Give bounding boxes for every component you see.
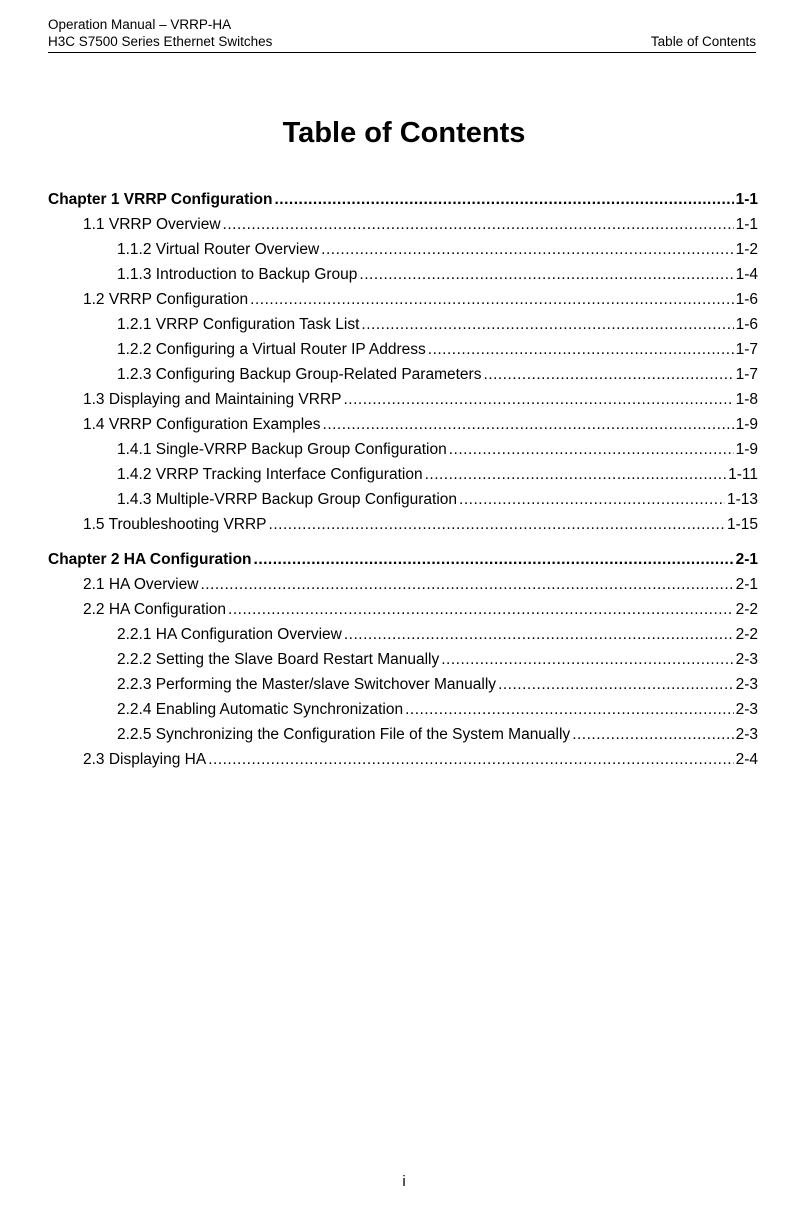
- toc-entry-title: Chapter 2 HA Configuration: [48, 551, 252, 568]
- page-header: [48, 16, 756, 53]
- toc-dot-leader: [483, 362, 733, 387]
- toc-subsection-entry[interactable]: [48, 262, 758, 287]
- toc-dot-leader: [361, 312, 733, 337]
- toc-dot-leader: [344, 622, 734, 647]
- toc-entry-title: 1.3 Displaying and Maintaining VRRP: [83, 391, 342, 408]
- toc-entry-title: 2.2.1 HA Configuration Overview: [117, 626, 342, 643]
- toc-entry-page: 1-7: [735, 341, 758, 358]
- toc-entry-title: 2.2.2 Setting the Slave Board Restart Manually: [117, 651, 440, 668]
- toc-section-entry[interactable]: [48, 747, 758, 772]
- header-section-name: Table of Contents: [650, 34, 756, 49]
- toc-entry-title: Chapter 1 VRRP Configuration: [48, 191, 273, 208]
- toc-entry-page: 2-1: [735, 551, 758, 568]
- toc-dot-leader: [449, 437, 734, 462]
- toc-entry-title: 2.2.3 Performing the Master/slave Switchover Manually: [117, 676, 497, 693]
- header-left: [48, 16, 272, 50]
- toc-entry-title: 1.4.3 Multiple-VRRP Backup Group Configuration: [117, 491, 458, 508]
- toc-entry-page: 2-3: [735, 701, 758, 718]
- toc-dot-leader: [269, 512, 725, 537]
- toc-section-entry[interactable]: [48, 572, 758, 597]
- toc-subsection-entry[interactable]: [48, 722, 758, 747]
- toc-dot-leader: [405, 697, 734, 722]
- toc-entry-title: 1.4.2 VRRP Tracking Interface Configuration: [117, 466, 423, 483]
- toc-entry-title: 1.4 VRRP Configuration Examples: [83, 416, 321, 433]
- toc-entry-page: 2-2: [735, 626, 758, 643]
- toc-subsection-entry[interactable]: [48, 487, 758, 512]
- toc-entry-title: 1.1 VRRP Overview: [83, 216, 221, 233]
- header-product-name: H3C S7500 Series Ethernet Switches: [48, 34, 273, 49]
- toc-section-entry[interactable]: [48, 597, 758, 622]
- toc-chapter-entry[interactable]: [48, 187, 758, 212]
- toc-entry-page: 1-2: [735, 241, 758, 258]
- table-of-contents: [48, 187, 758, 772]
- toc-section-entry[interactable]: [48, 212, 758, 237]
- toc-entry-title: 1.1.2 Virtual Router Overview: [117, 241, 320, 258]
- toc-section-entry[interactable]: [48, 412, 758, 437]
- toc-entry-page: 2-4: [735, 751, 758, 768]
- toc-subsection-entry[interactable]: [48, 312, 758, 337]
- toc-dot-leader: [425, 462, 727, 487]
- toc-entry-page: 1-6: [735, 316, 758, 333]
- toc-entry-title: 1.5 Troubleshooting VRRP: [83, 516, 267, 533]
- toc-subsection-entry[interactable]: [48, 237, 758, 262]
- toc-dot-leader: [254, 547, 734, 572]
- toc-entry-page: 2-2: [735, 601, 758, 618]
- toc-subsection-entry[interactable]: [48, 647, 758, 672]
- toc-subsection-entry[interactable]: [48, 437, 758, 462]
- toc-entry-page: 1-6: [735, 291, 758, 308]
- toc-entry-page: 1-9: [735, 441, 758, 458]
- toc-entry-page: 1-1: [735, 191, 758, 208]
- toc-entry-title: 2.2 HA Configuration: [83, 601, 227, 618]
- toc-dot-leader: [441, 647, 733, 672]
- header-manual-title: Operation Manual – VRRP-HA: [48, 17, 232, 32]
- toc-subsection-entry[interactable]: [48, 462, 758, 487]
- toc-entry-title: 1.2 VRRP Configuration: [83, 291, 249, 308]
- toc-entry-page: 1-1: [735, 216, 758, 233]
- toc-entry-title: 2.1 HA Overview: [83, 576, 199, 593]
- toc-dot-leader: [200, 572, 733, 597]
- toc-entry-title: 1.2.1 VRRP Configuration Task List: [117, 316, 360, 333]
- toc-entry-title: 1.2.2 Configuring a Virtual Router IP Address: [117, 341, 426, 358]
- page-title: Table of Contents: [282, 117, 526, 149]
- toc-dot-leader: [223, 212, 734, 237]
- toc-dot-leader: [250, 287, 733, 312]
- toc-subsection-entry[interactable]: [48, 362, 758, 387]
- toc-entry-title: 1.2.3 Configuring Backup Group-Related Parameters: [117, 366, 482, 383]
- toc-entry-title: 2.3 Displaying HA: [83, 751, 207, 768]
- toc-dot-leader: [323, 412, 734, 437]
- toc-entry-page: 2-3: [735, 651, 758, 668]
- toc-entry-page: 1-7: [735, 366, 758, 383]
- page-number: i: [402, 1173, 406, 1190]
- toc-entry-page: 1-11: [728, 466, 758, 483]
- toc-dot-leader: [208, 747, 733, 772]
- toc-subsection-entry[interactable]: [48, 337, 758, 362]
- toc-entry-page: 1-13: [726, 491, 758, 508]
- chapter-gap: [48, 537, 758, 547]
- toc-dot-leader: [572, 722, 733, 747]
- toc-entry-page: 2-3: [735, 676, 758, 693]
- toc-dot-leader: [343, 387, 733, 412]
- toc-dot-leader: [274, 187, 733, 212]
- toc-section-entry[interactable]: [48, 387, 758, 412]
- toc-dot-leader: [228, 597, 734, 622]
- toc-section-entry[interactable]: [48, 512, 758, 537]
- toc-dot-leader: [321, 237, 733, 262]
- toc-subsection-entry[interactable]: [48, 697, 758, 722]
- toc-entry-title: 2.2.5 Synchronizing the Configuration File of the System Manually: [117, 726, 571, 743]
- toc-dot-leader: [428, 337, 734, 362]
- toc-dot-leader: [498, 672, 734, 697]
- toc-entry-title: 1.1.3 Introduction to Backup Group: [117, 266, 358, 283]
- toc-entry-page: 1-8: [735, 391, 758, 408]
- toc-entry-title: 2.2.4 Enabling Automatic Synchronization: [117, 701, 404, 718]
- toc-entry-page: 1-4: [735, 266, 758, 283]
- toc-entry-title: 1.4.1 Single-VRRP Backup Group Configuration: [117, 441, 447, 458]
- toc-dot-leader: [359, 262, 733, 287]
- toc-subsection-entry[interactable]: [48, 672, 758, 697]
- toc-entry-page: 2-3: [735, 726, 758, 743]
- toc-subsection-entry[interactable]: [48, 622, 758, 647]
- toc-section-entry[interactable]: [48, 287, 758, 312]
- toc-chapter-entry[interactable]: [48, 547, 758, 572]
- toc-entry-page: 2-1: [735, 576, 758, 593]
- toc-dot-leader: [459, 487, 725, 512]
- toc-entry-page: 1-15: [726, 516, 758, 533]
- toc-entry-page: 1-9: [735, 416, 758, 433]
